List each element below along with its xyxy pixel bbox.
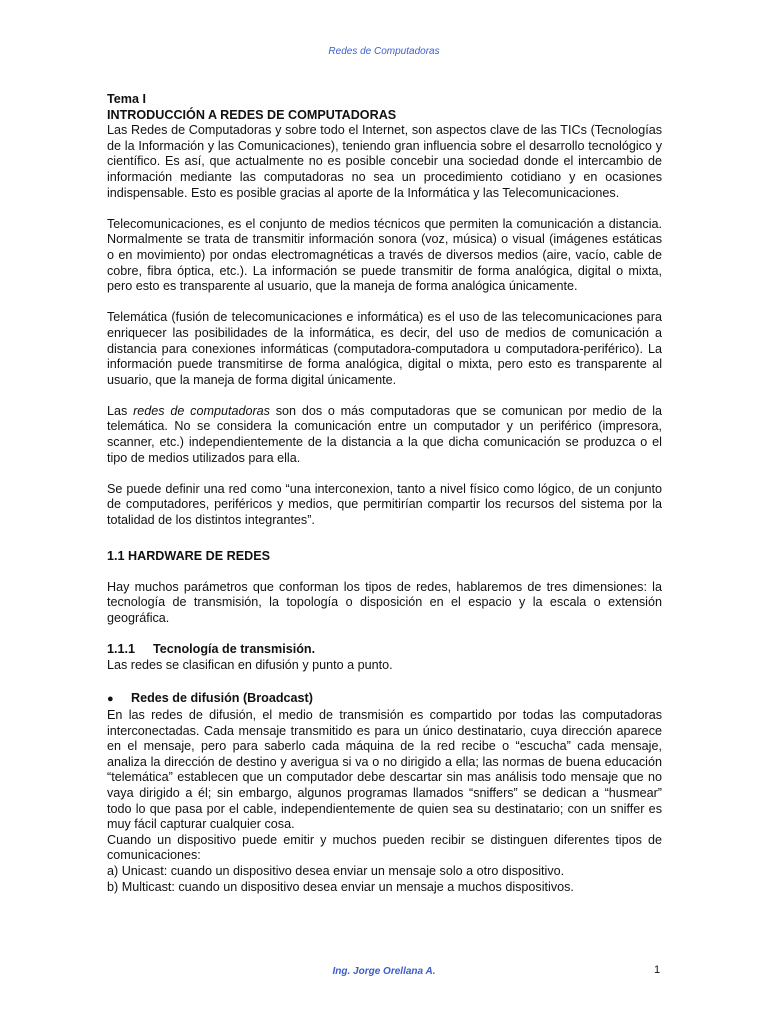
- bullet-title: Redes de difusión (Broadcast): [131, 691, 313, 706]
- footer-author: Ing. Jorge Orellana A.: [332, 966, 436, 977]
- document-body: [107, 92, 662, 895]
- topic-label: Tema I: [107, 92, 146, 106]
- bullet-icon: ●: [107, 693, 114, 706]
- paragraph-telecom: Telecomunicaciones, es el conjunto de medios técnicos que permiten la comunicación a distancia. Normalmente se trata de transmitir información sonora (voz, música) o visual (imágenes estáticas o en movimiento) por ondas electromagnéticas a través de diversos medios (aire, vacío, cable de cobre, fibra óptica, etc.). La información se puede transmitir de forma analógica, digital o mixta, pero esto es transparente al usuario, que la maneja de forma analógica únicamente.: [107, 216, 662, 294]
- list-item-multicast: b) Multicast: cuando un dispositivo desea enviar un mensaje a muchos dispositivos.: [107, 879, 574, 894]
- subsection-title: Tecnología de transmisión.: [153, 642, 316, 657]
- paragraph-clasificacion: Las redes se clasifican en difusión y punto a punto.: [107, 657, 393, 672]
- list-item-unicast: a) Unicast: cuando un dispositivo desea enviar un mensaje solo a otro dispositivo.: [107, 863, 565, 878]
- paragraph-difusion: En las redes de difusión, el medio de transmisión es compartido por todas las computadoras interconectadas. Cada mensaje transmitido es para un único destinatario, cuya dirección aparece en el mensaje, pero para saberlo cada máquina de la red recibe o “escucha” cada mensaje, analiza la dirección de destino y averigua si va o no dirigido a ella; las normas de buena educación “telemática” establecen que un computador debe descartar sin mas análisis todo mensaje que no vaya dirigido a él; sin embargo, algunos programas llamados “sniffers” se dedican a “husmear” todo lo que pasa por el cable, independientemente de quien sea su destinatario; con un sniffer es muy fácil capturar cualquier cosa.: [107, 707, 662, 832]
- paragraph-tipos: Cuando un dispositivo puede emitir y muchos pueden recibir se distinguen diferentes tipos de comunicaciones:: [107, 832, 662, 863]
- paragraph-redes-definition: [107, 404, 662, 466]
- section-heading: 1.1 HARDWARE DE REDES: [107, 548, 271, 563]
- paragraph-parametros: Hay muchos parámetros que conforman los tipos de redes, hablaremos de tres dimensiones: la tecnología de transmisión, la topología o disposición en el espacio y la escala o extensión geográfica.: [107, 579, 662, 625]
- paragraph-intro: Las Redes de Computadoras y sobre todo el Internet, son aspectos clave de las TICs (Tecnologías de la Información y las Comunicaciones), teniendo gran influencia sobre el desarrollo tecnológico y científico. Es así, que actualmente no es posible concebir una sociedad donde el intercambio de información mediante las computadoras no sea un procedimiento cotidiano y en ocasiones indispensable. Esto es posible gracias al aporte de la Informática y las Telecomunicaciones.: [107, 123, 662, 200]
- bullet-heading: [107, 691, 662, 708]
- paragraph-red-quote: Se puede definir una red como “una interconexion, tanto a nivel físico como lógico, de un conjunto de computadores, periféricos y medios, que permitirían compartir los recursos del sistema por la totalidad de los distintos integrantes”.: [107, 481, 662, 528]
- subsection-number: 1.1.1: [107, 642, 136, 657]
- p4-start: Las: [107, 403, 134, 418]
- page-number: 1: [654, 964, 661, 976]
- subsection-heading: [107, 642, 662, 658]
- paragraph-telematica: Telemática (fusión de telecomunicaciones e informática) es el uso de las telecomunicaciones para enriquecer las posibilidades de la informática, es decir, del uso de medios de comunicación a distancia para conexiones informáticas (computadora-computadora u computadora-periférico). La información puede transmitirse de forma analógica, digital o mixta, pero esto es transparente al usuario, que la maneja de forma digital únicamente.: [107, 310, 662, 387]
- running-header: Redes de Computadoras: [328, 46, 440, 57]
- p4-rest: son dos o más computadoras que se comunican por medio de la telemática. No se considera la comunicación entre un computador y un periférico (impresora, scanner, etc.) independientemente de la distancia a la que dicha comunicación se produzca o el tipo de medios utilizados para ella.: [107, 403, 662, 465]
- italic-term: redes de computadoras: [133, 403, 270, 418]
- document-title: INTRODUCCIÓN A REDES DE COMPUTADORAS: [107, 107, 397, 122]
